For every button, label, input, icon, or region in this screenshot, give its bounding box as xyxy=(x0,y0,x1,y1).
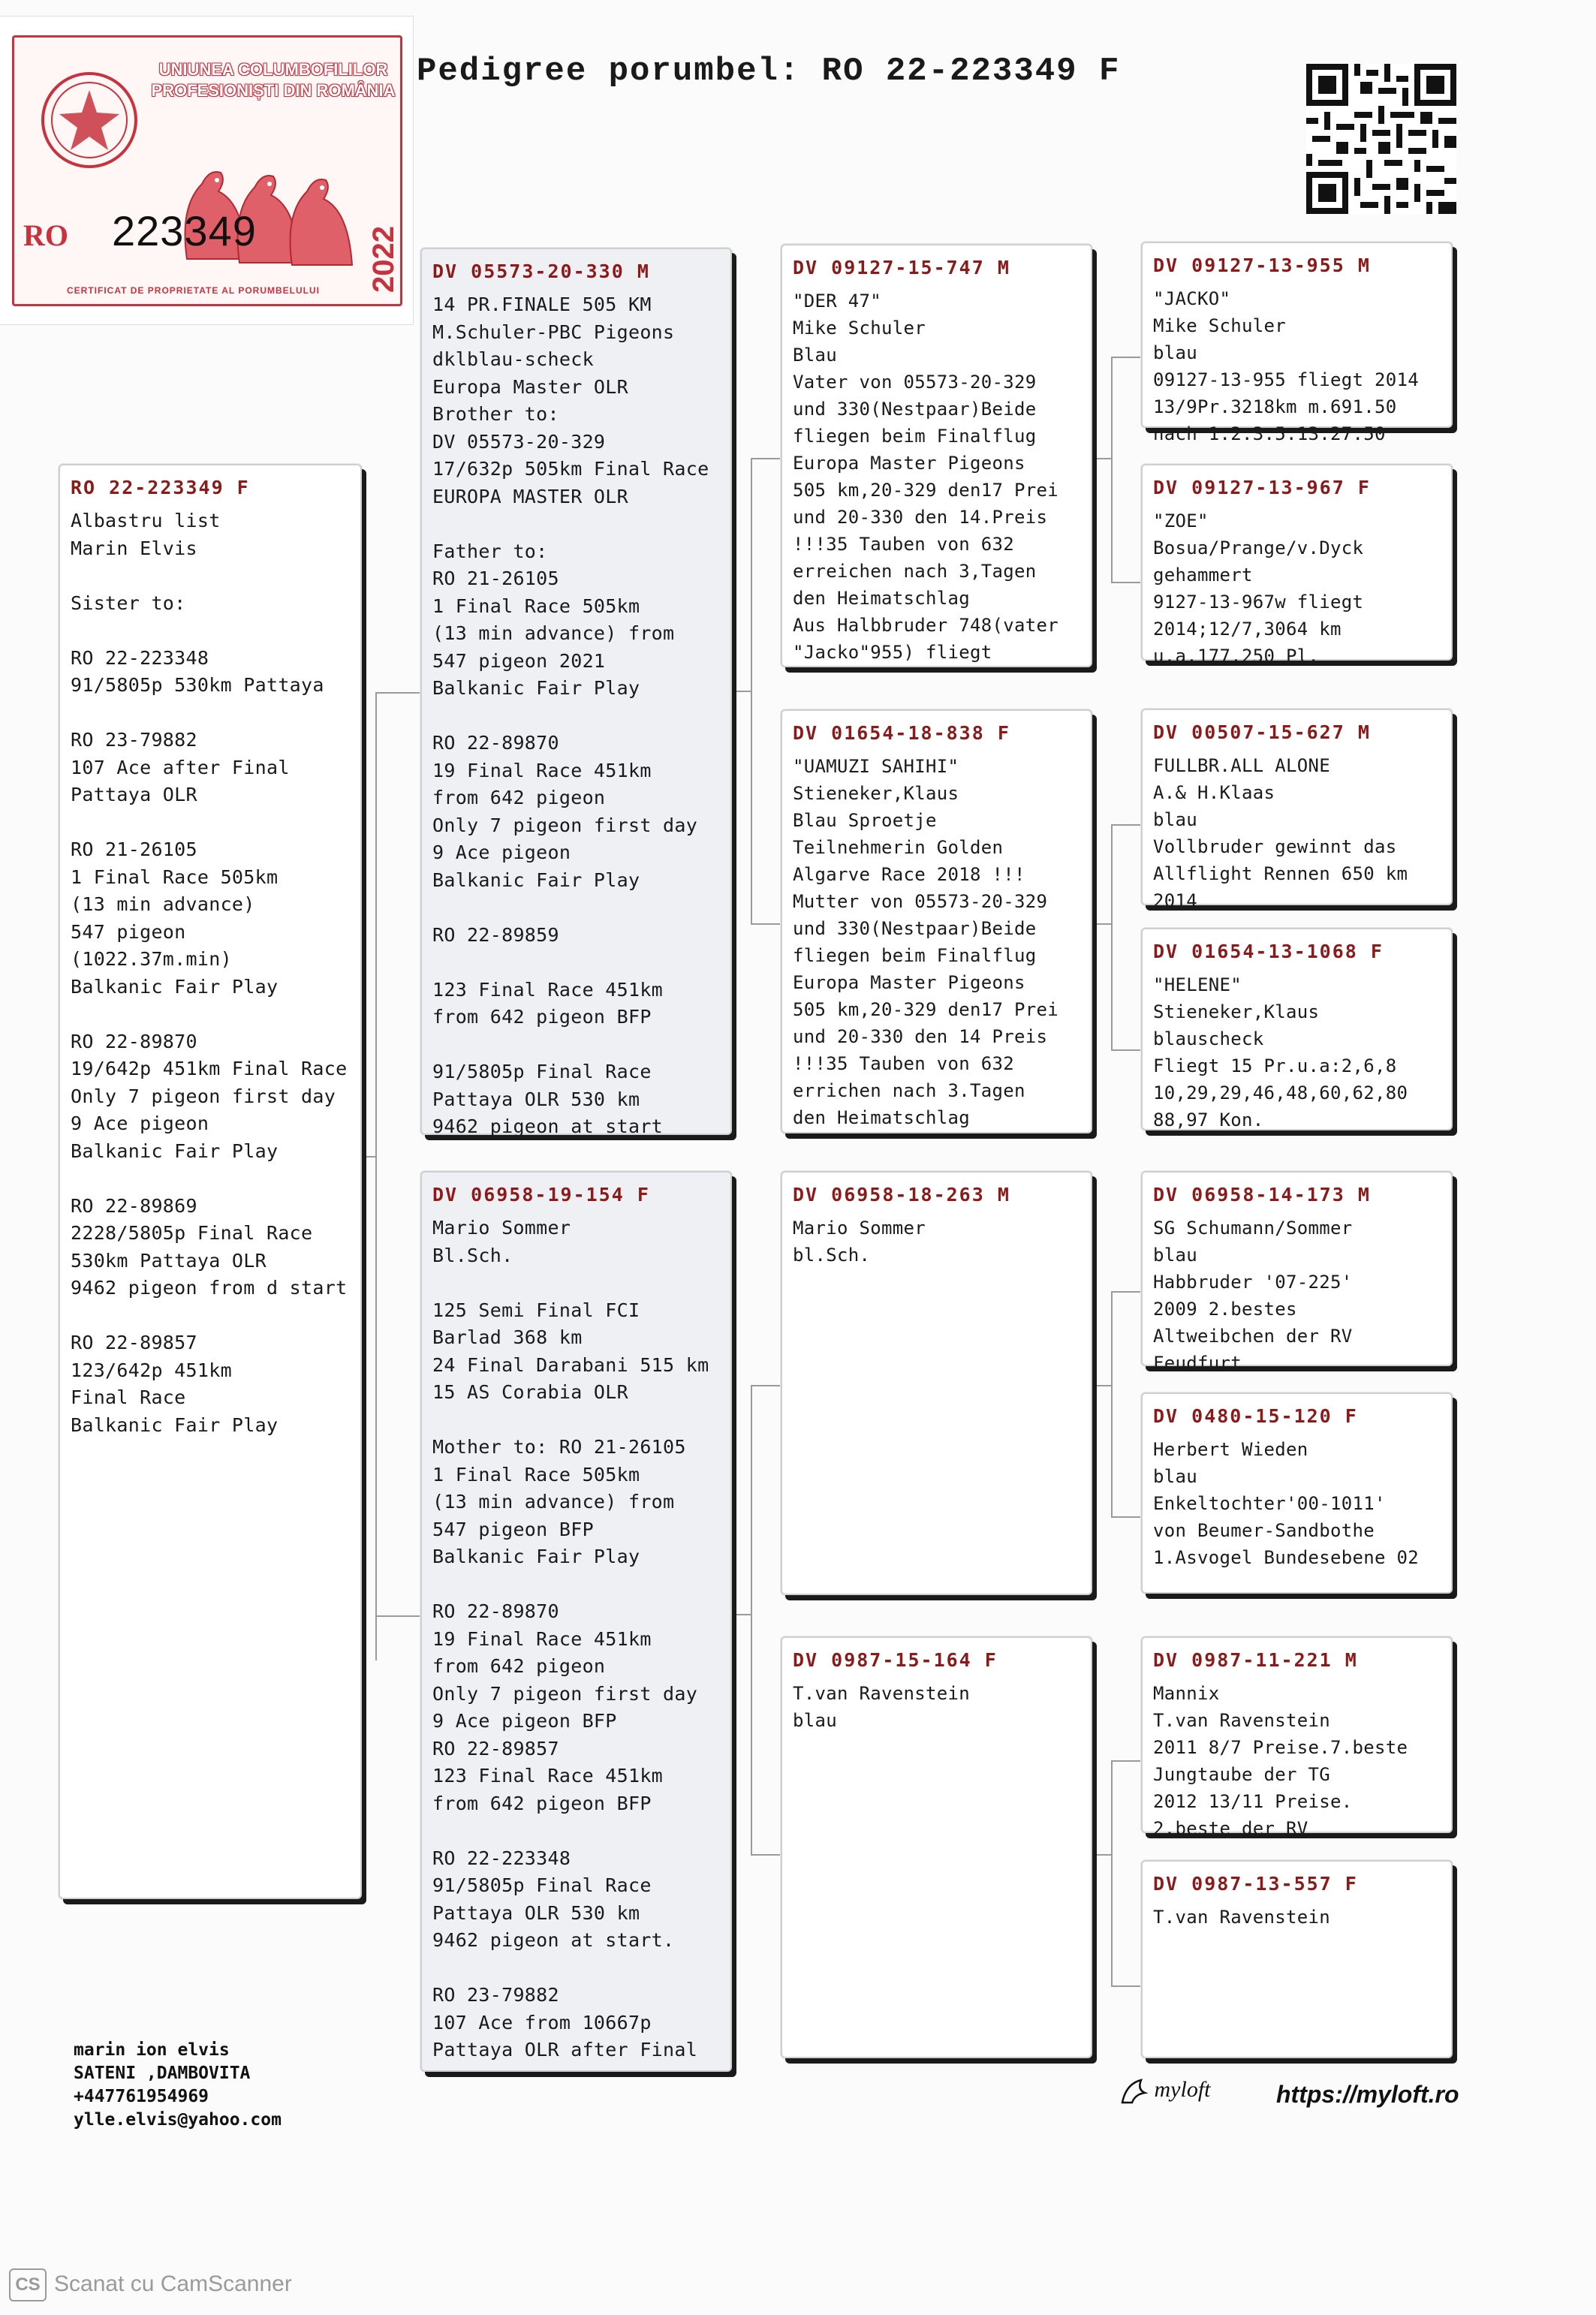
connector xyxy=(751,458,781,459)
connector xyxy=(375,692,377,1660)
great-grandparent-fmm-details: "HELENE" Stieneker,Klaus blauscheck Fliegt 15 Pr.u.a:2,6,8 10,29,29,46,48,60,62,80 88,97 Kon. xyxy=(1153,974,1408,1130)
great-grandparent-mmm-card[interactable] xyxy=(1141,1860,1453,2058)
great-grandparent-mff-details: SG Schumann/Sommer blau Habbruder '07-225' 2009 2.bestes Altweibchen der RV Feudfurt xyxy=(1153,1218,1353,1374)
myloft-logo-text: myloft xyxy=(1154,2076,1211,2102)
maternal-grandmother-ring: DV 0987-15-164 F xyxy=(793,1649,998,1671)
great-grandparent-mmf-card[interactable] xyxy=(1141,1636,1453,1839)
connector xyxy=(1111,1291,1141,1293)
maternal-grandfather-ring: DV 06958-18-263 M xyxy=(793,1184,1010,1206)
paternal-grandfather-ring: DV 09127-15-747 M xyxy=(793,257,1010,278)
camscanner-text: Scanat cu CamScanner xyxy=(54,2271,292,2296)
paternal-grandmother-details: "UAMUZI SAHIHI" Stieneker,Klaus Blau Sproetje Teilnehmerin Golden Algarve Race 2018 !!! Mutter von 05573-20-329 und 330(Nestpaar)Beide fliegen beim Finalflug Europa Master Pigeons 505 km,20-329 den17 Prei und 20-330 den 14 Preis !!!35 Tauben von 632 errichen nach 3.Tagen den Heimatschlag xyxy=(793,756,1058,1128)
paternal-grandfather-details: "DER 47" Mike Schuler Blau Vater von 05573-20-329 und 330(Nestpaar)Beide fliegen beim Finalflug Europa Master Pigeons 505 km,20-329 den17 Prei und 20-330 den 14.Preis !!!35 Tauben von 632 erreichen nach 3,Tagen den Heimatschlag Aus Halbbruder 748(vater "Jacko"955) fliegt xyxy=(793,291,1058,663)
connector xyxy=(1111,357,1141,358)
great-grandparent-ffm-ring: DV 09127-13-967 F xyxy=(1153,477,1371,498)
certificate-number: 223349 xyxy=(112,207,257,254)
certificate-year: 2022 xyxy=(367,226,400,293)
paternal-grandmother-card[interactable] xyxy=(781,709,1092,1133)
mother-details: Mario Sommer Bl.Sch. 125 Semi Final FCI Barlad 368 km 24 Final Darabani 515 km 15 AS Corabia OLR Mother to: RO 21-26105 1 Final Race 505km (13 min advance) from 547 pigeon BFP Balkanic Fair Play RO 22-89870 19 Final Race 451km from 642 pigeon Only 7 pigeon first day 9 Ace pigeon BFP RO 22-89857 123 Final Race 451km from 642 pigeon BFP RO 22-223348 91/5805p Final Race Pattaya OLR 530 km 9462 pigeon at start. RO 23-79882 107 Ace from 10667p Pattaya OLR after Final xyxy=(432,1217,709,2061)
connector xyxy=(732,691,752,692)
camscanner-watermark xyxy=(9,2268,292,2301)
certificate-org-line1: UNIUNEA COLUMBOFILILOR xyxy=(158,60,388,79)
qr-code-icon[interactable] xyxy=(1306,64,1456,214)
connector xyxy=(1111,1760,1141,1762)
connector xyxy=(1111,1049,1141,1051)
breeder-address: SATENI ,DAMBOVITA xyxy=(74,2064,251,2083)
certificate-footer: CERTIFICAT DE PROPRIETATE AL PORUMBELULUI xyxy=(67,285,320,296)
great-grandparent-mmm-details: T.van Ravenstein xyxy=(1153,1907,1330,1928)
great-grandparent-fmm-card[interactable] xyxy=(1141,928,1453,1130)
subject-details: Albastru list Marin Elvis Sister to: RO 22-223348 91/5805p 530km Pattaya RO 23-79882 107 Ace after Final Pattaya OLR RO 21-26105 1 Final Race 505km (13 min advance) 547 pigeon (1022.37m.min) Balkanic Fair Play RO 22-89870 19/642p 451km Final Race Only 7 pigeon first day 9 Ace pigeon Balkanic Fair Play RO 22-89869 2228/5805p Final Race 530km Pattaya OLR 9462 pigeon from d start RO 22-89857 123/642p 451km Final Race Balkanic Fair Play xyxy=(71,510,348,1436)
mother-ring-number: DV 06958-19-154 F xyxy=(432,1184,650,1206)
great-grandparent-fmf-details: FULLBR.ALL ALONE A.& H.Klaas blau Vollbruder gewinnt das Allflight Rennen 650 km 2014 xyxy=(1153,755,1408,911)
connector xyxy=(751,1854,781,1856)
paternal-grandfather-card[interactable] xyxy=(781,244,1092,667)
breeder-name: marin ion elvis xyxy=(74,2040,230,2060)
mother-card[interactable] xyxy=(420,1171,732,2072)
connector xyxy=(1092,1385,1113,1386)
connector xyxy=(1111,1985,1141,1987)
father-card[interactable] xyxy=(420,248,732,1135)
connector xyxy=(1111,582,1141,583)
great-grandparent-fmf-card[interactable] xyxy=(1141,709,1453,911)
great-grandparent-mmf-ring: DV 0987-11-221 M xyxy=(1153,1649,1358,1671)
connector xyxy=(1111,824,1113,1049)
certificate-org-line2: PROFESIONIȘTI DIN ROMÂNIA xyxy=(151,81,396,100)
great-grandparent-ffm-card[interactable] xyxy=(1141,464,1453,667)
maternal-grandmother-details: T.van Ravenstein blau xyxy=(793,1683,970,1731)
great-grandparent-fff-card[interactable] xyxy=(1141,242,1453,444)
maternal-grandfather-details: Mario Sommer bl.Sch. xyxy=(793,1218,926,1266)
great-grandparent-mff-card[interactable] xyxy=(1141,1171,1453,1374)
great-grandparent-mfm-ring: DV 0480-15-120 F xyxy=(1153,1405,1358,1427)
connector xyxy=(732,1614,752,1615)
breeder-email[interactable]: ylle.elvis@yahoo.com xyxy=(74,2110,282,2130)
great-grandparent-mfm-card[interactable] xyxy=(1141,1392,1453,1594)
great-grandparent-mff-ring: DV 06958-14-173 M xyxy=(1153,1184,1371,1206)
connector xyxy=(375,1615,420,1617)
father-details: 14 PR.FINALE 505 KM M.Schuler-PBC Pigeons dklblau-scheck Europa Master OLR Brother to: DV 05573-20-329 17/632p 505km Final Race EUROPA MASTER OLR Father to: RO 21-26105 1 Final Race 505km (13 min advance) from 547 pigeon 2021 Balkanic Fair Play RO 22-89870 19 Final Race 451km from 642 pigeon Only 7 pigeon first day 9 Ace pigeon Balkanic Fair Play RO 22-89859 123 Final Race 451km from 642 pigeon BFP 91/5805p Final Race Pattaya OLR 530 km 9462 pigeon at start xyxy=(432,294,709,1137)
connector xyxy=(360,1156,377,1158)
connector xyxy=(1111,1291,1113,1516)
page-title: Pedigree porumbel: RO 22-223349 F xyxy=(417,53,1121,90)
connector xyxy=(1111,824,1141,826)
great-grandparent-fff-ring: DV 09127-13-955 M xyxy=(1153,254,1371,276)
great-grandparent-fff-details: "JACKO" Mike Schuler blau 09127-13-955 fliegt 2014 13/9Pr.3218km m.691.50 nach 1.2.3.5.13.27.50 xyxy=(1153,288,1419,444)
connector xyxy=(1111,1516,1141,1518)
connector xyxy=(751,1385,781,1386)
connector xyxy=(375,692,420,694)
great-grandparent-fmm-ring: DV 01654-13-1068 F xyxy=(1153,941,1384,962)
maternal-grandmother-card[interactable] xyxy=(781,1636,1092,2058)
ownership-certificate xyxy=(0,17,413,324)
myloft-url-link[interactable]: https://myloft.ro xyxy=(1276,2081,1459,2108)
paternal-grandmother-ring: DV 01654-18-838 F xyxy=(793,722,1010,744)
certificate-country: RO xyxy=(23,218,68,252)
great-grandparent-mmf-details: Mannix T.van Ravenstein 2011 8/7 Preise.7.beste Jungtaube der TG 2012 13/11 Preise. 2.beste der RV xyxy=(1153,1683,1408,1839)
great-grandparent-mfm-details: Herbert Wieden blau Enkeltochter'00-1011' von Beumer-Sandbothe 1.Asvogel Bundesebene 02 xyxy=(1153,1439,1419,1568)
breeder-phone[interactable]: +447761954969 xyxy=(74,2087,209,2106)
subject-ring-number: RO 22-223349 F xyxy=(71,477,250,498)
connector xyxy=(1092,1854,1113,1856)
certificate-frame xyxy=(12,35,402,306)
breeder-contact xyxy=(74,2039,282,2132)
connector xyxy=(1092,923,1113,925)
union-emblem-icon xyxy=(37,68,142,173)
pigeon-logo-icon xyxy=(1119,2076,1149,2106)
great-grandparent-mmm-ring: DV 0987-13-557 F xyxy=(1153,1873,1358,1895)
connector xyxy=(1111,357,1113,582)
great-grandparent-ffm-details: "ZOE" Bosua/Prange/v.Dyck gehammert 9127-13-967w fliegt 2014;12/7,3064 km u.a.177.250 Pl. xyxy=(1153,510,1364,667)
connector xyxy=(751,923,781,925)
connector xyxy=(1111,1760,1113,1985)
camscanner-icon: CS xyxy=(9,2268,47,2301)
subject-pigeon-card[interactable] xyxy=(59,464,362,1899)
father-ring-number: DV 05573-20-330 M xyxy=(432,260,650,282)
maternal-grandfather-card[interactable] xyxy=(781,1171,1092,1595)
connector xyxy=(1092,458,1113,459)
connector xyxy=(751,1385,752,1854)
great-grandparent-fmf-ring: DV 00507-15-627 M xyxy=(1153,721,1371,743)
myloft-logo xyxy=(1119,2076,1211,2106)
